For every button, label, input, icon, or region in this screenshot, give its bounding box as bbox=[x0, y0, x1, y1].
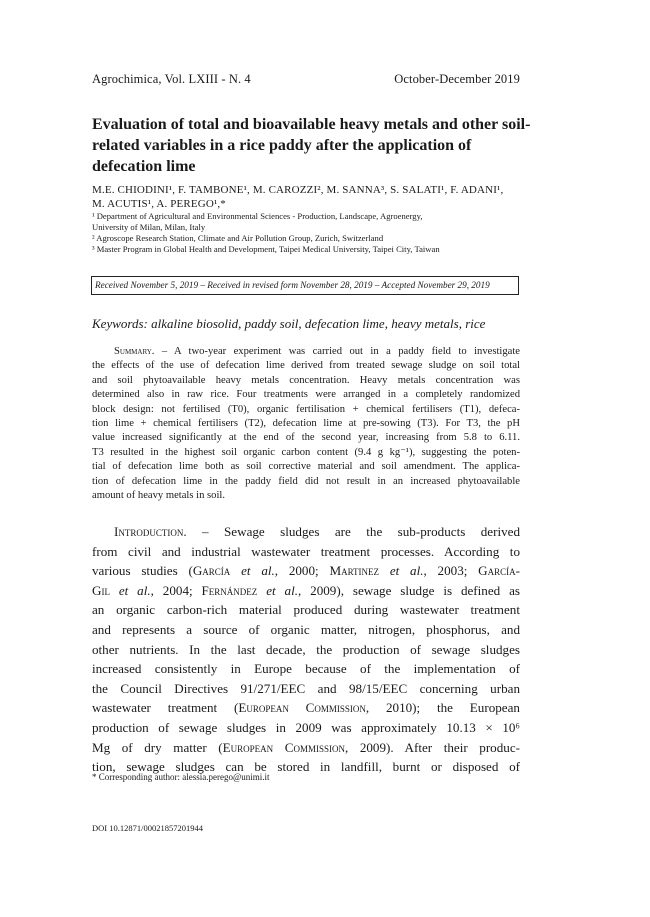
intro-line: from civil and industrial wastewater treatment processes. According to bbox=[92, 543, 520, 559]
introduction-section bbox=[92, 522, 520, 777]
intro-line: other nutrients. In the last decade, the production of sewage sludges bbox=[92, 641, 520, 657]
affiliations bbox=[92, 211, 532, 255]
intro-line: Gil et al., 2004; Fernández et al., 2009), sewage sludge is defined as bbox=[92, 582, 520, 598]
summary-line: tion of defecation lime in the paddy field did not result in an increased phytoavailable bbox=[92, 475, 520, 487]
citation-author: Gil bbox=[92, 582, 110, 598]
summary-abstract bbox=[92, 345, 520, 503]
summary-line: the effects of the use of defecation lime derived from treated sewage sludge on soil total bbox=[92, 360, 520, 372]
received-dates-box: Received November 5, 2019 – Received in revised form November 28, 2019 – Accepted November 29, 2019 bbox=[91, 276, 519, 295]
affiliation-line: ¹ Department of Agricultural and Environmental Sciences - Production, Landscape, Agroenergy, bbox=[92, 211, 423, 221]
affiliation-line: ³ Master Program in Global Health and Development, Taipei Medical University, Taipei City, Taiwan bbox=[92, 244, 440, 254]
intro-line: increased consistently in Europe because of the implementation of bbox=[92, 661, 520, 677]
issue-date: October-December 2019 bbox=[394, 72, 520, 86]
summary-line: block design: not fertilised (T0), organic fertilisation + chemical fertilisers (T1), defeca- bbox=[92, 403, 520, 415]
citation-author: García- bbox=[478, 563, 520, 579]
intro-line: tion, sewage sludges can be stored in landfill, burnt or disposed of bbox=[92, 759, 520, 775]
citation-author: Fernández bbox=[201, 582, 258, 598]
paper-title: Evaluation of total and bioavailable heavy metals and other soil-related variables in a rice paddy after the application of defecation lime bbox=[92, 116, 531, 175]
intro-line: various studies (García et al., 2000; Martinez et al., 2003; García- bbox=[92, 563, 520, 579]
summary-line: tial of defecation lime both as soil corrective material and soil amendment. The applica- bbox=[92, 461, 520, 473]
corresponding-author-footnote: * Corresponding author: alessia.perego@unimi.it bbox=[92, 772, 270, 782]
intro-line: Introduction. – Sewage sludges are the sub-products derived bbox=[114, 524, 520, 539]
summary-line: amount of heavy metals in soil. bbox=[92, 490, 225, 502]
introduction-heading: Introduction. bbox=[114, 524, 187, 539]
summary-line: T3 resulted in the highest soil organic carbon content (9.4 g kg⁻¹), suggesting the poten- bbox=[92, 446, 520, 458]
affiliation-line: ² Agroscope Research Station, Climate and Air Pollution Group, Zurich, Switzerland bbox=[92, 233, 384, 243]
affiliation-line: University of Milan, Milan, Italy bbox=[92, 222, 206, 232]
journal-name: Agrochimica, Vol. LXIII - N. 4 bbox=[92, 72, 251, 86]
intro-line: the Council Directives 91/271/EEC and 98/15/EEC concerning urban bbox=[92, 680, 520, 696]
intro-line: Mg of dry matter (European Commission, 2009). After their produc- bbox=[92, 739, 520, 755]
author-line: M. ACUTIS¹, A. PEREGO¹,* bbox=[92, 198, 226, 210]
citation-author: European Commission bbox=[238, 700, 366, 716]
intro-line: an organic carbon-rich material produced during wastewater treatment bbox=[92, 602, 520, 618]
keywords: Keywords: alkaline biosolid, paddy soil, defecation lime, heavy metals, rice bbox=[92, 316, 486, 331]
summary-line: Summary. – A two-year experiment was carried out in a paddy field to investigate bbox=[114, 346, 520, 357]
summary-line: determined also in raw rice. Four treatments were arranged in a completely randomized bbox=[92, 389, 520, 401]
intro-line: production of sewage sludges in 2009 was approximately 10.13 × 10⁶ bbox=[92, 719, 520, 735]
summary-line: value increased significantly at the end of the second year, increasing from 5.8 to 6.11. bbox=[92, 432, 520, 444]
doi: DOI 10.12871/00021857201944 bbox=[92, 823, 203, 833]
citation-author: García bbox=[192, 563, 231, 579]
summary-line: and soil phytoavailable heavy metals concentration. Heavy metals concentration was bbox=[92, 374, 520, 386]
summary-line: tion lime + chemical fertilisers (T2), defecation lime at pre-sowing (T3). For T3, the pH bbox=[92, 418, 520, 430]
intro-line: and represents a source of organic matter, nitrogen, phosphorus, and bbox=[92, 621, 520, 637]
running-header bbox=[92, 72, 520, 87]
citation-author: Martinez bbox=[329, 563, 380, 579]
intro-line: wastewater treatment (European Commission, 2010); the European bbox=[92, 700, 520, 716]
summary-label: Summary. bbox=[114, 346, 155, 357]
author-list bbox=[92, 183, 532, 211]
citation-author: European Commission bbox=[222, 739, 345, 755]
author-line: M.E. CHIODINI¹, F. TAMBONE¹, M. CAROZZI², M. SANNA³, S. SALATI¹, F. ADANI¹, bbox=[92, 184, 504, 196]
